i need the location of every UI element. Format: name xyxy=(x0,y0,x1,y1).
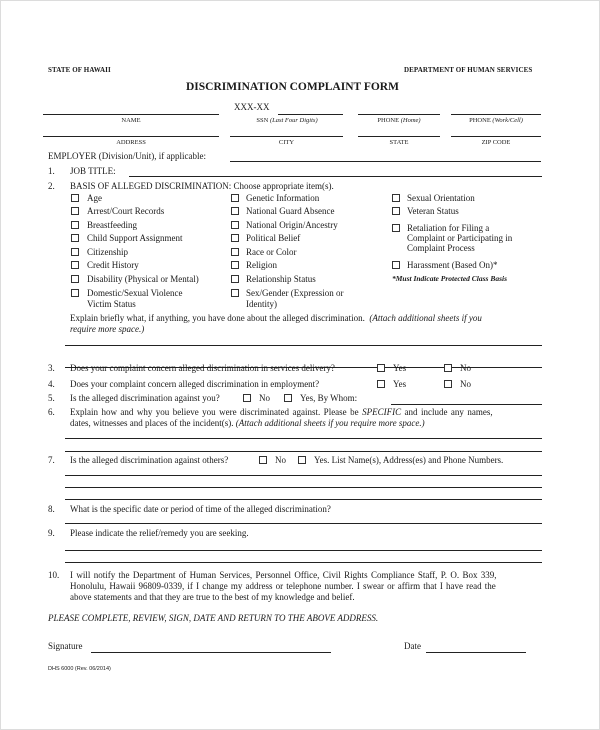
label-relationship-status: Relationship Status xyxy=(246,274,316,284)
signature-field[interactable] xyxy=(91,652,331,653)
q7-field-line-3[interactable] xyxy=(65,499,542,500)
ssn-field[interactable] xyxy=(278,114,343,115)
label-sexual-orientation: Sexual Orientation xyxy=(407,193,475,203)
q6-field-line-2[interactable] xyxy=(65,451,542,452)
q8-label: What is the specific date or period of time of the alleged discrimination? xyxy=(70,504,331,514)
zip-field[interactable] xyxy=(451,136,541,137)
address-caption: ADDRESS xyxy=(116,139,146,146)
q10-line3: above statements and that they are true to the best of my knowledge and belief. xyxy=(70,592,355,602)
q9-label: Please indicate the relief/remedy you are seeking. xyxy=(70,528,249,538)
checkbox-credit-history[interactable] xyxy=(71,261,79,269)
q9-field-line-2[interactable] xyxy=(65,562,542,563)
signature-label: Signature xyxy=(48,641,83,651)
q5-no-label: No xyxy=(259,393,270,403)
label-credit-history: Credit History xyxy=(87,260,139,270)
department-label: DEPARTMENT OF HUMAN SERVICES xyxy=(404,66,533,74)
label-retaliation: Retaliation for Filing a xyxy=(407,223,490,233)
q6-label-line2: dates, witnesses and places of the incident(s). (Attach additional sheets if you require more space.) xyxy=(70,418,425,428)
q5-label: Is the alleged discrimination against you? xyxy=(70,393,220,403)
job-title-label: JOB TITLE: xyxy=(70,166,116,176)
q10-number: 10. xyxy=(48,570,60,580)
q5-yes-label: Yes, By Whom: xyxy=(300,393,358,403)
checkbox-retaliation[interactable] xyxy=(392,224,400,232)
q4-no-checkbox[interactable] xyxy=(444,380,452,388)
q7-label: Is the alleged discrimination against others? xyxy=(70,455,229,465)
q3-no-checkbox[interactable] xyxy=(444,364,452,372)
phone-work-caption: PHONE (Work/Cell) xyxy=(469,117,523,124)
form-id: DHS 6000 (Rev. 06/2014) xyxy=(48,666,111,672)
q4-no-label: No xyxy=(460,379,471,389)
date-field[interactable] xyxy=(426,652,526,653)
q7-no-checkbox[interactable] xyxy=(259,456,267,464)
q4-yes-label: Yes xyxy=(393,379,407,389)
state-label: STATE OF HAWAII xyxy=(48,66,111,74)
checkbox-child-support[interactable] xyxy=(71,234,79,242)
label-sex-gender: Sex/Gender (Expression or xyxy=(246,288,344,298)
q4-yes-checkbox[interactable] xyxy=(377,380,385,388)
q5-no-checkbox[interactable] xyxy=(243,394,251,402)
phone-work-field[interactable] xyxy=(451,114,541,115)
label-genetic-info: Genetic Information xyxy=(246,193,320,203)
label-arrest-records: Arrest/Court Records xyxy=(87,206,165,216)
label-domestic-violence: Domestic/Sexual Violence xyxy=(87,288,183,298)
employer-field[interactable] xyxy=(230,161,541,162)
form-title: DISCRIMINATION COMPLAINT FORM xyxy=(186,81,399,93)
q5-yes-checkbox[interactable] xyxy=(284,394,292,402)
q3-number: 3. xyxy=(48,363,55,373)
q3-yes-label: Yes xyxy=(393,363,407,373)
label-domestic-violence-cont: Victim Status xyxy=(87,299,136,309)
city-field[interactable] xyxy=(230,136,343,137)
label-religion: Religion xyxy=(246,260,277,270)
label-citizenship: Citizenship xyxy=(87,247,128,257)
checkbox-sexual-orientation[interactable] xyxy=(392,194,400,202)
q2-number: 2. xyxy=(48,181,55,191)
ssn-prefix: XXX-XX xyxy=(234,102,270,112)
q10-line2: Honolulu, Hawaii 96809-0339, if I change my address or telephone number. I swear or affirm that I have read the xyxy=(70,581,496,591)
checkbox-national-origin[interactable] xyxy=(231,221,239,229)
explain-label: Explain briefly what, if anything, you have done about the alleged discrimination. (Attach additional sheets if you xyxy=(70,313,482,323)
checkbox-race-color[interactable] xyxy=(231,248,239,256)
checkbox-disability[interactable] xyxy=(71,275,79,283)
checkbox-genetic-info[interactable] xyxy=(231,194,239,202)
q4-label: Does your complaint concern alleged discrimination in employment? xyxy=(70,379,320,389)
zip-caption: ZIP CODE xyxy=(481,139,511,146)
checkbox-relationship-status[interactable] xyxy=(231,275,239,283)
q7-yes-checkbox[interactable] xyxy=(298,456,306,464)
q1-number: 1. xyxy=(48,166,55,176)
job-title-field[interactable] xyxy=(129,176,542,177)
q10-line1: I will notify the Department of Human Services, Personnel Office, Civil Rights Compliance Staff, P. O. Box 339, xyxy=(70,570,497,580)
q7-field-line-1[interactable] xyxy=(65,475,542,476)
return-instruction: PLEASE COMPLETE, REVIEW, SIGN, DATE AND RETURN TO THE ABOVE ADDRESS. xyxy=(48,613,379,623)
q6-label-line1: Explain how and why you believe you were discriminated against. Please be SPECIFIC and include any names, xyxy=(70,407,493,417)
label-age: Age xyxy=(87,193,102,203)
basis-label: BASIS OF ALLEGED DISCRIMINATION: Choose appropriate item(s). xyxy=(70,181,334,191)
q7-no-label: No xyxy=(275,455,286,465)
label-breastfeeding: Breastfeeding xyxy=(87,220,137,230)
checkbox-political-belief[interactable] xyxy=(231,234,239,242)
q8-number: 8. xyxy=(48,504,55,514)
q5-number: 5. xyxy=(48,393,55,403)
label-national-origin: National Origin/Ancestry xyxy=(246,220,338,230)
label-veteran-status: Veteran Status xyxy=(407,206,459,216)
explain-field-line-1[interactable] xyxy=(65,345,542,346)
label-disability: Disability (Physical or Mental) xyxy=(87,274,199,284)
q7-yes-label: Yes. List Name(s), Address(es) and Phone Numbers. xyxy=(314,455,504,465)
label-child-support: Child Support Assignment xyxy=(87,233,183,243)
checkbox-citizenship[interactable] xyxy=(71,248,79,256)
q4-number: 4. xyxy=(48,379,55,389)
label-sex-gender-cont: Identity) xyxy=(246,299,277,309)
date-label: Date xyxy=(404,641,421,651)
phone-home-caption: PHONE (Home) xyxy=(377,117,421,124)
q7-number: 7. xyxy=(48,455,55,465)
q9-field-line-1[interactable] xyxy=(65,550,542,551)
checkbox-harassment[interactable] xyxy=(392,261,400,269)
checkbox-breastfeeding[interactable] xyxy=(71,221,79,229)
state-field[interactable] xyxy=(358,136,440,137)
checkbox-national-guard[interactable] xyxy=(231,207,239,215)
name-field[interactable] xyxy=(43,114,219,115)
checkbox-age[interactable] xyxy=(71,194,79,202)
address-field[interactable] xyxy=(43,136,219,137)
checkbox-domestic-violence[interactable] xyxy=(71,289,79,297)
q3-label: Does your complaint concern alleged discrimination in services delivery? xyxy=(70,363,335,373)
state-caption: STATE xyxy=(389,139,409,146)
explain-hint-cont: require more space.) xyxy=(70,324,145,334)
checkbox-veteran-status[interactable] xyxy=(392,207,400,215)
q9-number: 9. xyxy=(48,528,55,538)
name-caption: NAME xyxy=(121,117,141,124)
checkbox-sex-gender[interactable] xyxy=(231,289,239,297)
phone-home-field[interactable] xyxy=(358,114,440,115)
q7-field-line-2[interactable] xyxy=(65,487,542,488)
q8-field[interactable] xyxy=(65,523,542,524)
q5-by-whom-field[interactable] xyxy=(391,404,542,405)
label-retaliation-cont1: Complaint or Participating in xyxy=(407,233,513,243)
ssn-caption: SSN (Last Four Digits) xyxy=(256,117,318,124)
label-national-guard: National Guard Absence xyxy=(246,206,335,216)
q3-yes-checkbox[interactable] xyxy=(377,364,385,372)
q6-number: 6. xyxy=(48,407,55,417)
employer-label: EMPLOYER (Division/Unit), if applicable: xyxy=(48,151,206,161)
q6-field-line-1[interactable] xyxy=(65,438,542,439)
label-political-belief: Political Belief xyxy=(246,233,301,243)
checkbox-arrest-records[interactable] xyxy=(71,207,79,215)
city-caption: CITY xyxy=(278,139,295,146)
q3-no-label: No xyxy=(460,363,471,373)
label-harassment: Harassment (Based On)* xyxy=(407,260,498,270)
label-race-color: Race or Color xyxy=(246,247,297,257)
checkbox-religion[interactable] xyxy=(231,261,239,269)
protected-class-note: *Must Indicate Protected Class Basis xyxy=(392,274,508,283)
label-retaliation-cont2: Complaint Process xyxy=(407,243,475,253)
